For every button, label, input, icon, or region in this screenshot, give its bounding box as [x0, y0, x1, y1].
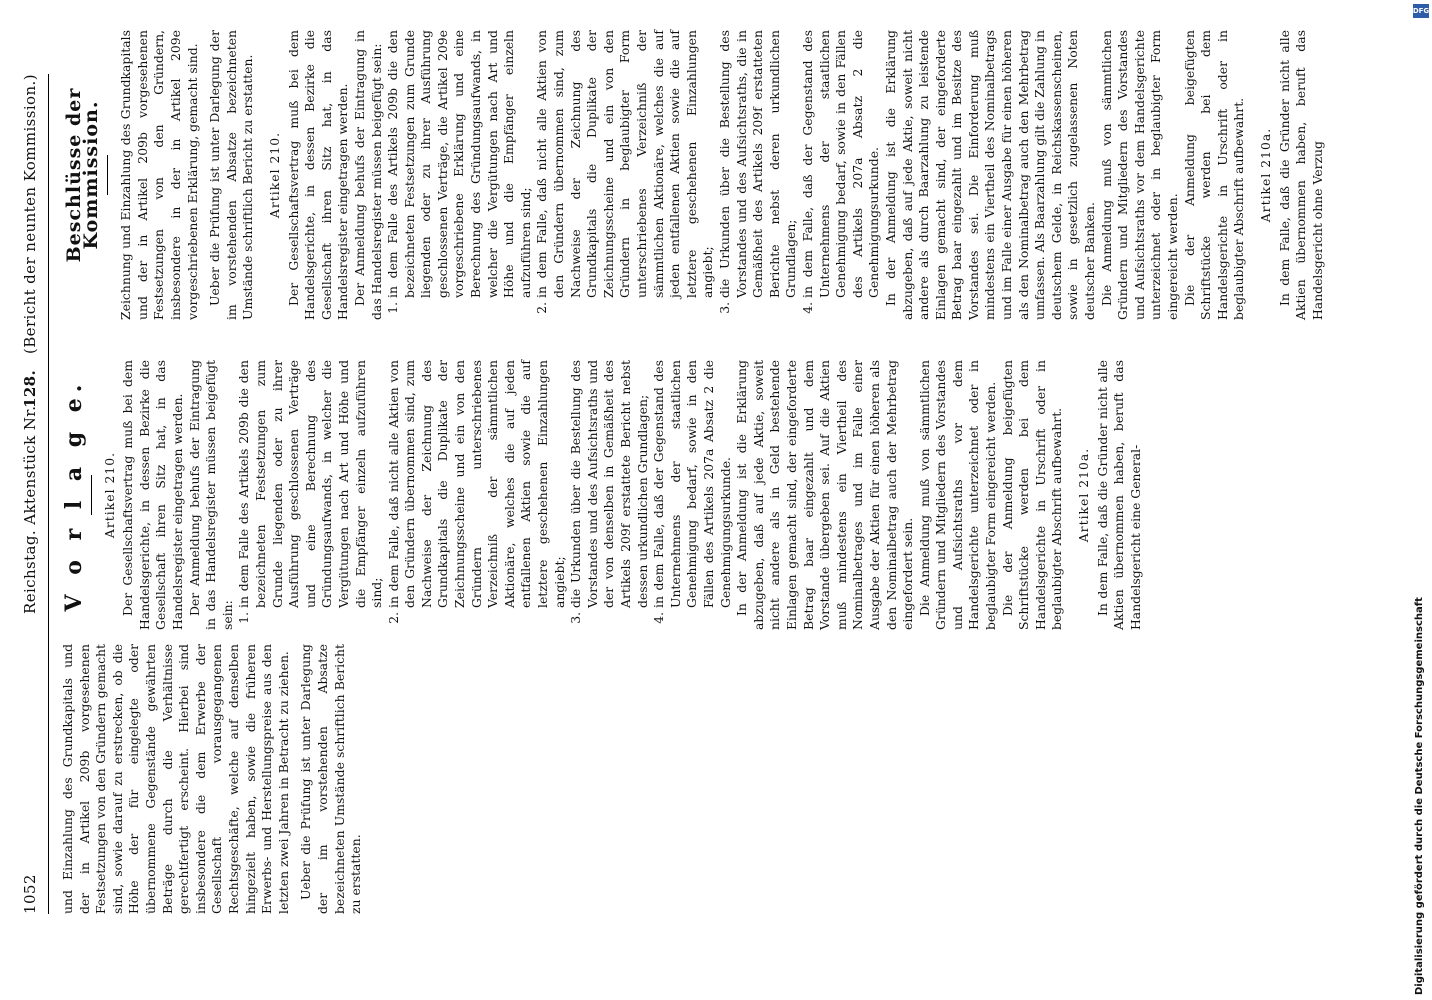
beschluesse-paragraph-7: Die der Anmeldung beigefügten Schriftstücke werden bei dem Handelsgerichte in Urschrift oder in beglaubigter Abschrift aufbewahrt.: [1181, 30, 1247, 320]
beschluesse-list-item: 2. in dem Falle, daß nicht alle Aktien von den Gründern übernommen sind, zum Nachweise der Zeichnung des Grundkapitals die Duplikate der Zeichnungsscheine und ein von den Gründern in beglaubigter Form unterschriebenes Verzeichniß der sämmtlichen Aktionäre, welches die auf jeden entfallenen Aktien sowie die auf letztere geschehenen Einzahlungen angiebt;: [534, 30, 717, 298]
beschluesse-paragraph-1: Zeichnung und Einzahlung des Grundkapitals und der in Artikel 209b vorgesehenen Festsetzungen von den Gründern, insbesondere in der in Artikel 209e vorgeschriebenen Erklärung, gemacht sind.: [118, 30, 200, 320]
column-vorlage: [60, 360, 1144, 630]
beschluesse-rule: [107, 155, 108, 195]
header-rule: [48, 74, 49, 914]
column-left-continued: [60, 644, 365, 914]
page-number: 1052: [21, 874, 39, 914]
vorlage-paragraph-4: Die Anmeldung muß von sämmtlichen Gründern und Mitgliedern des Vorstandes und Aufsichtsraths vor dem Handelsgerichte unterzeichnet oder in beglaubigter Form eingereicht werden.: [916, 360, 999, 630]
vorlage-paragraph-5: Die der Anmeldung beigefügten Schriftstücke werden bei dem Handelsgerichte in Urschrift oder in beglaubigter Abschrift aufbewahrt.: [999, 360, 1065, 630]
beschluesse-list-item: 1. in dem Falle des Artikels 209b die den bezeichneten Festsetzungen zum Grunde liegenden oder zu ihrer Ausführung geschlossenen Verträge, die Artikel 209e vorgeschriebene Erklärung und eine Berechnung des Gründungsaufwands, in welcher die Vergütungen nach Art und Höhe und die Empfänger einzeln aufzuführen sind;: [385, 30, 534, 298]
beschluesse-paragraph-3: Der Gesellschaftsvertrag muß bei dem Handelsgerichte, in dessen Bezirke die Gesellschaft ihren Sitz hat, in das Handelsregister eingetragen werden.: [285, 30, 351, 320]
vorlage-paragraph-1: Der Gesellschaftsvertrag muß bei dem Handelsgerichte, in dessen Bezirke die Gesellschaft ihren Sitz hat, in das Handelsregister eingetragen werden.: [120, 360, 185, 630]
beschluesse-list-item: 4. in dem Falle, daß der Gegenstand des Unternehmens der staatlichen Genehmigung bedarf, sowie in den Fällen des Artikels 207a Absatz 2 die Genehmigungsurkunde.: [800, 30, 883, 298]
vorlage-article-210: Artikel 210.: [101, 451, 117, 539]
beschluesse-paragraph-6: Die Anmeldung muß von sämmtlichen Gründern und Mitgliedern des Vorstandes und Aufsichtsraths vor dem Handelsgerichte unterzeichnet oder in beglaubigter Form eingereicht werden.: [1098, 30, 1180, 320]
vorlage-list-item: 3. die Urkunden über die Bestellung des Vorstandes und des Aufsichtsraths und der von denselben in Gemäßheit des Artikels 209f erstattete Bericht nebst dessen urkundlichen Grundlagen;: [568, 360, 651, 608]
digitization-credit-strip: [1410, 0, 1432, 1000]
beschluesse-article-210: Artikel 210.: [266, 131, 282, 219]
beschluesse-list: [385, 30, 883, 320]
header-number: 128.: [21, 369, 39, 408]
page-header: [22, 14, 48, 914]
vorlage-list: [236, 360, 734, 630]
header-right: (Bericht der neunten Kommission.): [21, 74, 39, 354]
beschluesse-title: Beschlüsse der Kommission.: [63, 87, 102, 263]
vorlage-title: V o r l a g e.: [61, 378, 87, 612]
column-beschluesse: [60, 30, 1326, 320]
beschluesse-paragraph-4: Der Anmeldung behufs der Eintragung in das Handelsregister müssen beigefügt sein:: [351, 30, 384, 320]
left-paragraph-1: und Einzahlung des Grundkapitals und der in Artikel 209b vorgesehenen Festsetzungen von den Gründern gemacht sind, sowie darauf zu erstrecken, ob die Höhe der für eingelegte oder übernommene Gegenstände gewährten Beträge durch die Verhältnisse gerechtfertigt erscheint. Hierbei sind insbesondere die dem Erwerbe der Gesellschaft vorausgegangenen Rechtsgeschäfte, welche auf denselben hingezielt haben, sowie die früheren Erwerbs- und Herstellungspreise aus den letzten zwei Jahren in Betracht zu ziehen.: [60, 644, 291, 914]
digitization-credit: Digitalisierung gefördert durch die Deutsche Forschungsgemeinschaft: [1414, 597, 1425, 995]
dfg-logo-icon: DFG: [1413, 4, 1429, 18]
vorlage-paragraph-6: In dem Falle, daß die Gründer nicht alle Aktien übernommen haben, beruft das Handelsgericht eine General-: [1094, 360, 1143, 630]
beschluesse-paragraph-8: In dem Falle, daß die Gründer nicht alle Aktien übernommen haben, beruft das Handelsgericht ohne Verzug: [1276, 30, 1325, 320]
beschluesse-list-item: 3. die Urkunden über die Bestellung des Vorstandes und des Aufsichtsraths, die in Gemäßheit des Artikels 209f erstatteten Berichte nebst deren urkundlichen Grundlagen;: [717, 30, 800, 298]
vorlage-article-210a: Artikel 210a.: [1076, 447, 1092, 543]
vorlage-list-item: 2. in dem Falle, daß nicht alle Aktien von den Gründern übernommen sind, zum Nachweise der Zeichnung des Grundkapitals die Duplikate der Zeichnungsscheine und ein von den Gründern unterschriebenes Verzeichniß der sämmtlichen Aktionäre, welches die auf jeden entfallenen Aktien sowie die auf letztere geschehenen Einzahlungen angiebt;: [386, 360, 569, 608]
vorlage-rule: [91, 475, 92, 515]
beschluesse-paragraph-2: Ueber die Prüfung ist unter Darlegung der im vorstehenden Absatze bezeichneten Umstände schriftlich Bericht zu erstatten.: [207, 30, 256, 320]
vorlage-list-item: 4. in dem Falle, daß der Gegenstand des Unternehmens der staatlichen Genehmigung bedarf, sowie in den Fällen des Artikels 207a Absatz 2 die Genehmigungsurkunde.: [651, 360, 734, 608]
header-left: Reichstag. Aktenstück Nr.: [21, 405, 39, 614]
vorlage-paragraph-3: In der Anmeldung ist die Erklärung abzugeben, daß auf jede Aktie, soweit nicht andere als in Geld bestehende Einlagen gemacht sind, der eingeforderte Betrag baar eingezahlt und dem Vorstande übergeben sei. Auf die Aktien muß mindestens ein Viertheil des Nominalbetrages und im Falle einer Ausgabe der Aktien für einen höheren als den Nominalbetrag auch der Mehrbetrag eingefordert sein.: [734, 360, 916, 630]
left-paragraph-2: Ueber die Prüfung ist unter Darlegung der im vorstehenden Absatze bezeichneten Umstände schriftlich Bericht zu erstatten.: [298, 644, 364, 914]
beschluesse-article-210a: Artikel 210a.: [1257, 127, 1273, 223]
vorlage-list-item: 1. in dem Falle des Artikels 209b die den bezeichneten Festsetzungen zum Grunde liegenden oder zu ihrer Ausführung geschlossenen Verträge und eine Berechnung des Gründungsaufwands, in welcher die Vergütungen nach Art und Höhe und die Empfänger einzeln aufzuführen sind;: [236, 360, 385, 608]
vorlage-paragraph-2: Der Anmeldung behufs der Eintragung in das Handelsregister müssen beigefügt sein:: [186, 360, 235, 630]
beschluesse-paragraph-5: In der Anmeldung ist die Erklärung abzugeben, daß auf jede Aktie, soweit nicht andere als durch Baarzahlung zu leistende Einlagen gemacht sind, der eingeforderte Betrag baar eingezahlt und im Besitze des Vorstandes sei. Die Einforderung muß mindestens ein Viertheil des Nominalbetrags und im Falle einer Ausgabe für einen höheren als den Nominalbetrag auch den Mehrbetrag umfassen. Als Baarzahlung gilt die Zahlung in deutschem Gelde, in Reichskassenscheinen, sowie in gesetzlich zugelassenen Noten deutscher Banken.: [882, 30, 1098, 320]
